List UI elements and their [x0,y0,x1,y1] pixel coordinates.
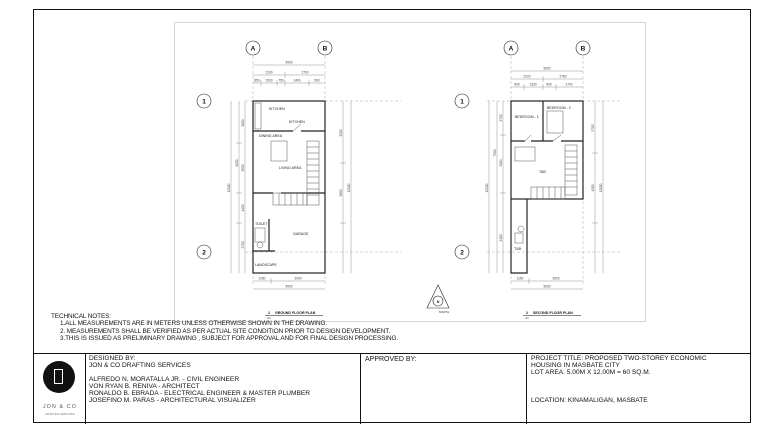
kitchen-counter [255,103,261,129]
firm-name: JON & CO DRAFTING SERVICES [89,361,191,369]
ground-floor-stairs [273,141,319,205]
svg-text:2100: 2100 [265,70,273,75]
svg-text:2: 2 [460,249,464,257]
grid-bubble-2-2 [455,245,469,259]
logo-cell [34,354,86,424]
toilet-fixture-2 [518,226,524,232]
second-floor-exterior-wall-lower [511,199,527,273]
grid-bubble-2 [197,245,211,259]
svg-text:SECOND FLOOR PLAN: SECOND FLOOR PLAN [533,311,573,315]
grid-bubble-a-2 [504,41,518,55]
svg-text:750: 750 [278,78,284,83]
room-label-garage: GARAGE [293,232,309,236]
svg-text:850: 850 [254,78,260,83]
svg-text:3000: 3000 [294,276,302,281]
svg-text:2: 2 [526,311,528,315]
svg-text:2780: 2780 [559,74,567,79]
svg-text:1500: 1500 [265,78,273,83]
svg-text:2700: 2700 [301,70,309,75]
room-label-living-area: LIVING AREA [279,166,302,170]
svg-text:2220: 2220 [523,74,531,79]
grid-bubble-b-2 [576,41,590,55]
technical-note-2: 2. MEASUREMENTS SHALL BE VERIFIED AS PER ACTUAL SITE CONDITION PRIOR TO DESIGN DEVELOPMENT. [60,327,391,335]
ground-floor-bottom-dimensions [253,277,325,290]
room-label-landscape: LANDSCAPE [255,263,277,267]
svg-text:NORTH: NORTH [438,310,450,314]
room-label-toilet: TOILET [255,222,268,226]
technical-notes-heading: TECHNICAL NOTES: [51,313,111,320]
project-title-line-1: PROJECT TITLE: PROPOSED TWO-STOREY ECONOMIC [531,355,707,362]
room-label-bedroom-2: BEDROOM - 2 [547,106,571,110]
room-label-dining-area: DINING AREA [259,134,283,138]
svg-text:2600: 2600 [339,189,343,197]
team-member: VON RYAN B. RENIVA - ARCHITECT [89,383,200,391]
room-label-kitchen-2: KITCHEN [289,120,305,124]
grid-bubble-1 [197,94,211,108]
svg-text:12000: 12000 [599,183,603,193]
svg-text:1400: 1400 [241,204,245,212]
room-label-tab: TAB [539,170,546,174]
svg-text:2700: 2700 [591,124,595,132]
svg-text:5000: 5000 [285,284,293,289]
team-member: RONALDO B. EBRADA - ELECTRICAL ENGINEER & MASTER PLUMBER [89,389,311,397]
svg-text:4500: 4500 [591,184,595,192]
svg-text:5000: 5000 [285,60,293,65]
technical-notes [51,313,398,343]
logo-text: JON & CO [42,404,78,410]
project-title-line-2: HOUSING IN MASBATE CITY [531,361,620,369]
svg-text:1150: 1150 [516,276,524,281]
svg-text:5000: 5000 [543,66,551,71]
svg-text:12000: 12000 [485,183,489,193]
svg-text:GROUND FLOOR PLAN: GROUND FLOOR PLAN [275,311,316,315]
svg-text:5000: 5000 [543,284,551,289]
north-arrow-icon [427,285,449,314]
second-floor-bottom-dimensions [511,277,583,290]
lot-area: LOT AREA: 5.00M X 12.00M = 60 SQ.M. [531,368,651,376]
svg-text:1: 1 [268,311,270,315]
grid-bubble-a [246,41,260,55]
technical-note-1: 1.ALL MEASUREMENTS ARE IN METERS UNLESS OTHERWISE SHOWN IN THE DRAWING. [60,320,328,328]
designed-by-cell [86,354,361,424]
second-floor-plan-title [523,311,581,320]
logo-subtext: DRAFTING SERVICES [45,412,75,416]
second-floor-top-dimensions [511,67,583,91]
svg-text:500: 500 [314,78,320,83]
svg-text:12000: 12000 [227,183,231,193]
svg-text:7500: 7500 [493,149,497,157]
svg-text:N: N [436,300,440,304]
svg-text:A1: A1 [267,316,271,320]
ground-floor-plan [197,41,401,320]
svg-text:A: A [508,45,514,53]
company-logo [43,361,75,393]
grid-bubble-1-2 [455,94,469,108]
svg-text:1: 1 [460,98,464,106]
bed-2 [547,111,563,133]
svg-text:A1: A1 [525,316,529,320]
svg-text:900: 900 [514,82,520,87]
svg-text:3000: 3000 [241,119,245,127]
drawing-sheet [33,9,751,423]
grid-bubble-b [318,41,332,55]
project-cell [527,354,750,424]
svg-text:B: B [580,45,586,53]
room-label-bedroom-1: BEDROOM - 1 [515,115,539,119]
svg-text:900: 900 [546,82,552,87]
technical-note-3: 3.THIS IS ISSUED AS PRELIMINARY DRAWING , SUBJECT FOR APPROVAL AND FOR FINAL DESIGN PROCESSING. [60,335,399,343]
svg-text:3200: 3200 [339,129,343,137]
svg-text:2700: 2700 [499,114,503,122]
svg-text:12000: 12000 [347,183,351,193]
ground-floor-side-dimensions [227,101,351,273]
svg-text:A: A [250,45,256,53]
door-icon [54,369,63,384]
team-member: ALFREDO N. MORATALLA JR. - CIVIL ENGINEER [89,376,240,384]
svg-text:2100: 2100 [499,234,503,242]
approved-by-cell [361,354,527,424]
room-label-kitchen: KITCHEN [269,107,285,111]
bed-1 [515,147,535,161]
approved-by-label: APPROVED BY: [365,356,417,363]
svg-text:3000: 3000 [241,164,245,172]
svg-text:2: 2 [202,249,206,257]
second-floor-stairs [531,145,577,199]
dining-table [271,141,287,161]
second-floor-plan [455,41,620,320]
title-block [34,353,750,424]
toilet-fixture [255,228,265,242]
team-member: JOSEFINO M. PARAS - ARCHITECTURAL VISUALIZER [89,396,256,404]
svg-text:2700: 2700 [241,241,245,249]
svg-text:3300: 3300 [499,159,503,167]
room-label-tb: T&B [514,247,521,251]
designed-by-label: DESIGNED BY: [89,355,136,362]
svg-text:1700: 1700 [565,82,573,87]
project-location: LOCATION: KINAMALIGAN, MASBATE [531,397,648,404]
svg-text:3000: 3000 [552,276,560,281]
svg-text:1: 1 [202,98,206,106]
svg-text:1300: 1300 [529,82,537,87]
ground-floor-exterior-wall [253,101,325,273]
ground-floor-top-dimensions [253,61,325,87]
svg-text:1400: 1400 [293,78,301,83]
svg-text:6200: 6200 [235,159,239,167]
drawing-area [174,22,646,322]
floor-plans-svg [175,23,645,321]
svg-text:1150: 1150 [258,276,266,281]
svg-text:B: B [322,45,328,53]
